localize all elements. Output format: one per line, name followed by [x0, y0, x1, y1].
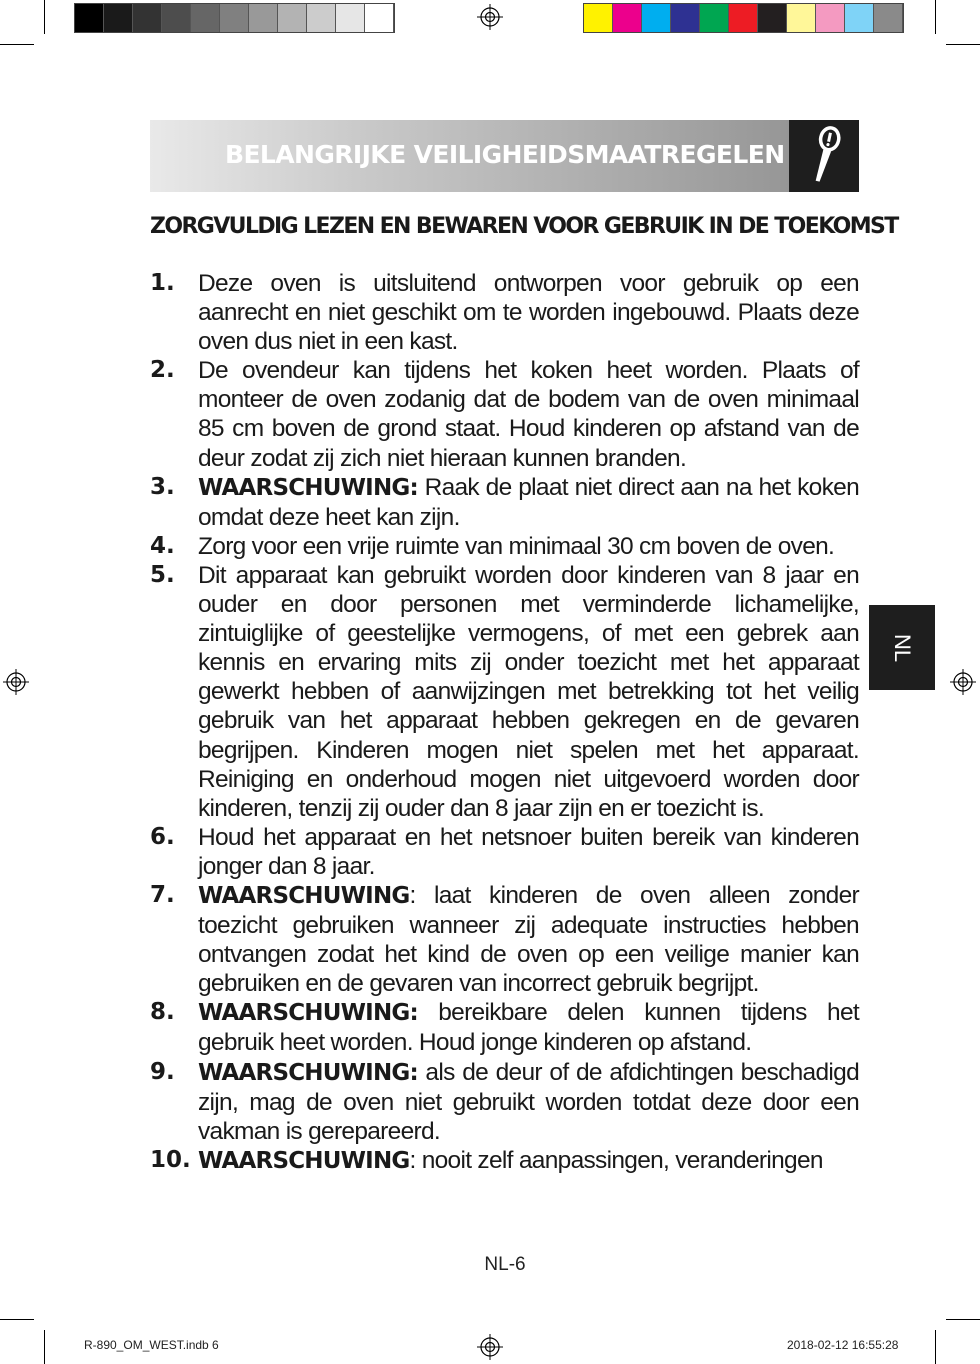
slug-timestamp: 2018-02-12 16:55:28 — [787, 1338, 899, 1352]
list-item — [150, 473, 859, 532]
item-text — [198, 881, 859, 998]
registration-mark-left-icon — [3, 669, 29, 695]
warning-label: WAARSCHUWING — [198, 882, 410, 909]
color-swatch — [729, 4, 758, 32]
color-swatch — [845, 4, 874, 32]
item-number: 4. — [150, 532, 175, 559]
color-swatch — [642, 4, 671, 32]
item-number: 8. — [150, 999, 175, 1026]
color-swatch — [787, 4, 816, 32]
crop-mark-bottom-right-v — [935, 1330, 936, 1364]
color-swatch — [874, 4, 903, 32]
grayscale-swatch — [75, 4, 104, 32]
item-body: Houd het apparaat en het netsnoer buiten bereik van kinderen jonger dan 8 jaar. — [198, 823, 859, 880]
item-text — [198, 473, 859, 532]
item-text — [198, 1058, 859, 1146]
list-item — [150, 1058, 859, 1146]
section-header-banner — [150, 120, 859, 192]
grayscale-swatch — [133, 4, 162, 32]
item-number: 2. — [150, 357, 175, 384]
list-item — [150, 356, 859, 472]
color-swatch — [758, 4, 787, 32]
list-item — [150, 823, 859, 881]
item-body: : laat kinderen de oven alleen zonder toezicht gebruiken wanneer zij adequate instructies hebben ontvangen zodat het kind de oven op een veilige manier kan gebruiken en de gevaren van incorrect gebruik begrijpt. — [198, 881, 859, 998]
crop-mark-bottom-right-h — [946, 1319, 980, 1320]
grayscale-swatch — [336, 4, 365, 32]
item-body: Zorg voor een vrije ruimte van minimaal 30 cm boven de oven. — [198, 532, 835, 560]
list-item — [150, 998, 859, 1057]
section-title: BELANGRIJKE VEILIGHEIDSMAATREGELEN — [225, 140, 785, 169]
item-number: 3. — [150, 473, 175, 500]
list-item — [150, 561, 859, 823]
color-swatch — [700, 4, 729, 32]
warning-label: WAARSCHUWING: — [198, 1059, 418, 1086]
item-number: 1. — [150, 270, 175, 296]
crop-mark-top-right-v — [935, 0, 936, 34]
language-tab-label: NL — [890, 633, 915, 662]
list-item — [150, 269, 859, 356]
crop-mark-top-left-v — [44, 0, 45, 34]
item-number: 10. — [150, 1146, 191, 1173]
item-text — [198, 1146, 859, 1176]
grayscale-swatch — [307, 4, 336, 32]
grayscale-swatch — [162, 4, 191, 32]
color-swatch — [816, 4, 845, 32]
item-body: Dit apparaat kan gebruikt worden door kinderen van 8 jaar en ouder en door personen met verminderde lichamelijke, zintuiglijke of geestelijke vermogens, of met een gebrek aan kennis en ervaring mits zij onder toezicht met het apparaat gewerkt hebben of aanwijzingen met betrekking tot het veilig gebruik van het apparaat hebben gekregen en de gevaren begrijpen. Kinderen mogen niet spelen met het apparaat. Reiniging en onderhoud mogen niet uitgevoerd worden door kinderen, tenzij zij ouder dan 8 jaar zijn en er toezicht is. — [198, 561, 859, 822]
item-number: 6. — [150, 823, 175, 850]
registration-mark-bottom-icon — [477, 1334, 503, 1360]
color-calibration-bar — [583, 3, 904, 33]
item-body: De ovendeur kan tijdens het koken heet worden. Plaats of monteer de oven zodanig dat de bodem van de oven minimaal 85 cm boven de grond staat. Houd kinderen op afstand van de deur zodat zij zich niet hieraan kunnen branden. — [198, 357, 859, 472]
item-text — [198, 532, 859, 561]
crop-mark-bottom-left-v — [44, 1330, 45, 1364]
item-number: 7. — [150, 881, 175, 908]
item-text — [198, 823, 859, 881]
warning-label: WAARSCHUWING — [198, 1147, 410, 1174]
grayscale-swatch — [249, 4, 278, 32]
color-swatch — [584, 4, 613, 32]
item-number: 9. — [150, 1058, 175, 1085]
list-item — [150, 881, 859, 998]
safety-instructions-list — [150, 269, 859, 1176]
item-body: : nooit zelf aanpassingen, veranderingen — [409, 1146, 823, 1174]
item-body: Raak de plaat niet direct aan na het koken omdat deze heet kan zijn. — [198, 473, 859, 531]
reading-instruction-subtitle: ZORGVULDIG LEZEN EN BEWAREN VOOR GEBRUIK IN DE TOEKOMST — [150, 214, 898, 239]
grayscale-swatch — [278, 4, 307, 32]
crop-mark-top-left-h — [0, 44, 34, 45]
slug-file: R-890_OM_WEST.indb 6 — [84, 1338, 219, 1352]
warning-exclamation-icon — [789, 120, 859, 192]
grayscale-swatch — [191, 4, 220, 32]
item-text — [198, 998, 859, 1057]
item-text — [198, 269, 859, 356]
color-swatch — [613, 4, 642, 32]
item-text — [198, 356, 859, 472]
item-body: bereikbare delen kunnen tijdens het gebruik heet worden. Houd jonge kinderen op afstand. — [198, 999, 859, 1057]
item-number: 5. — [150, 561, 175, 588]
item-body: als de deur of de afdichtingen beschadigd zijn, mag de oven niet gebruikt worden totdat deze door een vakman is gerepareerd. — [198, 1058, 859, 1145]
page-number: NL-6 — [484, 1254, 526, 1275]
crop-mark-bottom-left-h — [0, 1319, 34, 1320]
warning-label: WAARSCHUWING: — [198, 474, 418, 501]
grayscale-swatch — [365, 4, 394, 32]
item-text — [198, 561, 859, 823]
list-item — [150, 1146, 859, 1176]
language-tab — [869, 605, 935, 690]
grayscale-swatch — [104, 4, 133, 32]
registration-mark-right-icon — [950, 669, 976, 695]
item-body: Deze oven is uitsluitend ontworpen voor gebruik op een aanrecht en niet geschikt om te worden ingebouwd. Plaats deze oven dus niet in een kast. — [198, 270, 859, 356]
color-swatch — [671, 4, 700, 32]
crop-mark-top-right-h — [946, 44, 980, 45]
grayscale-calibration-bar — [74, 3, 395, 33]
grayscale-swatch — [220, 4, 249, 32]
warning-label: WAARSCHUWING: — [198, 1000, 418, 1027]
list-item — [150, 532, 859, 561]
registration-mark-top-icon — [477, 4, 503, 30]
